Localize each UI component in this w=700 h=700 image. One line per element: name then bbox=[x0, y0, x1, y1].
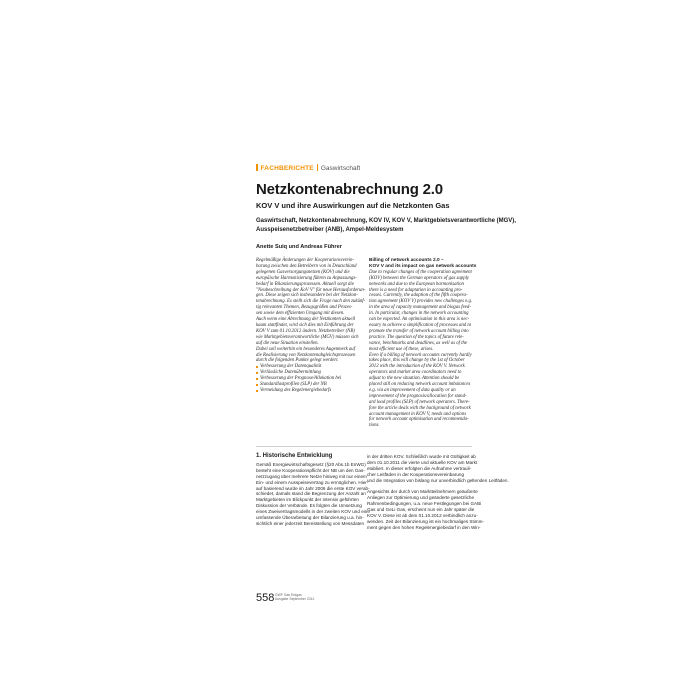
abstract-line: tion agreement (KOV V) provides new challenges e.g. bbox=[369, 299, 473, 305]
abstract-heading: KOV V and its impact on gas network accounts bbox=[369, 263, 477, 269]
abstract-line: tig relevanten Themen, Bezugsgrößen und Prozes- bbox=[256, 305, 353, 311]
body-line: KOV V. Diese ist ab dem 01.10.2012 verbindlich anzu- bbox=[367, 513, 478, 519]
abstract-line: operators and market area coordinators need to bbox=[369, 370, 462, 376]
body-line: schiedet, damals stand die Begrenzung der Anzahl an bbox=[256, 491, 366, 497]
body-line: ment gegen den hohen Regelenergiebedarf in den Win- bbox=[367, 524, 481, 530]
category-marker bbox=[256, 164, 258, 171]
abstract-bullet-item: Vermeidung des Regelenergiebedarfs bbox=[256, 388, 358, 394]
body-line: Anliegen zur Optimierung und geänderte gesetzliche bbox=[367, 495, 474, 501]
abstract-line: kaum stattfindet, wird sich dies mit Einführung der bbox=[256, 322, 354, 328]
abstract-line: durch die folgenden Punkte gelegt werden: bbox=[256, 358, 339, 364]
abstract-line: (KOV) between the German operators of gas supply bbox=[369, 275, 470, 281]
abstract-line: essary to achieve a simplification of processes and to bbox=[369, 322, 472, 328]
body-line: besteht eine Kooperationspflicht der NB um den Gas- bbox=[256, 467, 365, 473]
abstract-line: "Neubeschreibung der KoV V" für neue Herausforderun- bbox=[256, 287, 366, 293]
abstract-german bbox=[256, 258, 366, 394]
abstract-line: barung zwischen den Betreibern von in Deutschland bbox=[256, 263, 357, 269]
body-line: umfassende Überarbeitung der Bilanzierung u.a. hin- bbox=[256, 515, 364, 521]
abstract-line: for network account optimisation and recommenda- bbox=[369, 417, 469, 423]
abstract-line: gelegenen Gasversorgungsnetzen (KOV) und die bbox=[256, 269, 350, 275]
page-number: 558 bbox=[256, 592, 275, 604]
body-line: sichtlich einer jederzeit Bereitstellung von Messdaten bbox=[256, 520, 365, 526]
abstract-line: cesses. Currently, the adoption of the fifth coopera- bbox=[369, 293, 468, 299]
body-line: Rahmenbedingungen, u.a. neue Festlegungen bei GABi bbox=[367, 501, 482, 507]
body-line: in der dritten KOV. Schließlich wurde mit Gültigkeit ab bbox=[367, 454, 476, 459]
abstract-line: placed still on reducing network account imbalances bbox=[369, 382, 471, 388]
body-line: Gemäß Energiewirtschaftsgesetz (§20 Abs.1b EnWG) bbox=[256, 461, 366, 467]
subcategory-label: Gaswirtschaft bbox=[320, 165, 361, 172]
abstract-line: takes place, this will change by the 1st of October bbox=[369, 358, 465, 364]
abstract-english bbox=[369, 258, 477, 429]
body-line: etabliert. In dieser erfolgten die Aufnahme vertrauli- bbox=[367, 465, 472, 471]
abstract-line: tions. bbox=[369, 423, 380, 429]
abstract-line: e.g. via an improvement of data quality or an bbox=[369, 387, 456, 393]
abstract-bullet-item: Verbesserung der Datenqualität bbox=[256, 364, 358, 370]
body-line: dem 01.10.2011 die vierte und aktuelle KOV am Markt bbox=[367, 459, 478, 465]
abstract-line: promote the transfer of network account billing into bbox=[369, 328, 469, 334]
abstract-line: Even if a billing of network accounts currently hardly bbox=[369, 352, 472, 358]
category-line bbox=[256, 164, 360, 172]
abstract-line: Auch wenn eine Abrechnung der Netzkonten aktuell bbox=[256, 317, 356, 323]
category-label: FACHBERICHTE bbox=[260, 165, 314, 172]
body-line: cher Leitfäden in der Kooperationsvereinbarung bbox=[367, 471, 465, 477]
abstract-line: in. In particular, changes in the network accounting bbox=[369, 311, 469, 317]
abstract-line: fore the article deals with the background of network bbox=[369, 405, 471, 411]
abstract-bullet-item: Standardlastprofilen (SLP) der NB bbox=[256, 382, 358, 388]
abstract-line: there is a need for adaptation in accounting pro- bbox=[369, 287, 463, 293]
abstract-heading: Billing of network accounts 2.0 – bbox=[369, 258, 444, 263]
section-divider bbox=[256, 446, 472, 447]
abstract-line: Regelmäßige Änderungen der Kooperationsverein- bbox=[256, 258, 355, 263]
abstract-line: wie Marktgebietsverantwortliche (MGV) müssen sich bbox=[256, 334, 359, 340]
abstract-line: gen. Diese zeigen sich insbesondere bei der Netzkon- bbox=[256, 293, 358, 299]
abstract-line: vance, benchmarks and deadlines, as well as of the bbox=[369, 340, 468, 346]
body-line: Marktgebieten im Blickpunkt der intensiv geführten bbox=[256, 497, 359, 503]
body-line: Diskussion der Verbände. Es folgten die Umsetzung bbox=[256, 503, 362, 509]
article-authors: Anette Suiq und Andreas Führer bbox=[256, 244, 342, 250]
abstract-line: Dabei soll weiterhin ein besonderes Augenmerk auf bbox=[256, 346, 356, 352]
abstract-line: tenabrechnung. Es stellt sich die Frage nach den zukünf- bbox=[256, 299, 366, 305]
abstract-bullet-item: Verlässliche Datenübermittlung bbox=[256, 370, 358, 376]
body-line: Angesichts der durch von Marktteilnehmern geäußerte bbox=[367, 489, 478, 495]
abstract-line: adjust to the new situation. Attention should be bbox=[369, 376, 460, 382]
article-keywords: Gaswirtschaft, Netzkontenabrechnung, KOV IV, KOV V, Marktgebietsverantwortliche (MGV), Ausspeisenetzbetreiber (ANB), Ampel-Meldesystem bbox=[256, 218, 516, 233]
footer-info-line: Ausgabe September 2012 bbox=[275, 597, 315, 602]
body-line: Gas und GeLi Gas, erscheint nun ein Jahr später die bbox=[367, 507, 475, 513]
abstract-line: KOV V zum 01.10.2012 ändern. Netzbetreiber (NB) bbox=[256, 328, 355, 334]
abstract-line: in the area of capacity management and biogas feed- bbox=[369, 305, 471, 311]
section-heading: 1. Historische Entwicklung bbox=[256, 453, 333, 459]
abstract-line: Due to regular changes of the cooperation agreement bbox=[369, 269, 472, 275]
footer-info bbox=[275, 593, 314, 601]
body-line: und die Integration von bislang nur unverbindlich geltenden Leitfäden. bbox=[367, 477, 509, 483]
category-separator bbox=[317, 164, 318, 171]
body-column-right bbox=[367, 454, 509, 531]
abstract-line: most efficient use of these, arises. bbox=[369, 346, 434, 352]
body-line: Ein- und einem Ausspeisevertrag zu ermöglichen. Hier- bbox=[256, 479, 369, 485]
body-line: auf basierend wurde im Jahr 2006 die erste KOV verab- bbox=[256, 485, 370, 491]
abstract-line: account management in KOV V, needs and options bbox=[369, 411, 467, 417]
article-title: Netzkontenabrechnung 2.0 bbox=[256, 181, 443, 198]
abstract-bullet-item: Verbesserung der Prognose/Allokation bei bbox=[256, 376, 358, 382]
abstract-line: networks and due to the European harmonisation bbox=[369, 281, 464, 287]
abstract-line: practice. The question of the topics of future rele- bbox=[369, 334, 464, 340]
abstract-bullet-list bbox=[256, 364, 358, 394]
abstract-line: can be expected. An optimisation in this area is nec- bbox=[369, 317, 470, 323]
abstract-line: improvement of the prognosis/allocation for stand- bbox=[369, 393, 467, 399]
abstract-line: 2012 with the introduction of the KOV V. Network bbox=[369, 364, 465, 370]
body-line: netzzugang über mehrere Netze hinweg mit nur einem bbox=[256, 473, 367, 479]
article-subtitle: KOV V und ihre Auswirkungen auf die Netzkonten Gas bbox=[256, 201, 450, 210]
abstract-line: europäische Harmonisierung führen zu Anpassungs- bbox=[256, 275, 357, 281]
body-column-left bbox=[256, 453, 370, 527]
abstract-line: bedarf in Bilanzierungsprozessen. Aktuell sorgt die bbox=[256, 281, 354, 287]
abstract-line: die Realisierung von Netzkontenabgleichsprozessen bbox=[256, 352, 356, 358]
abstract-line: auf die neue Situation einstellen. bbox=[256, 340, 319, 346]
body-line: wenden. Zeit der Bilanzierung ist ein hochmaliges Stimm- bbox=[367, 518, 484, 524]
footer-info-line: GWF Gas Erdgas bbox=[275, 593, 302, 597]
body-line: eines Zweivertragsmodells in der zweiten KOV und eine bbox=[256, 509, 370, 515]
abstract-line: ard load profiles (SLP) of network operators. There- bbox=[369, 399, 470, 405]
abstract-line: sen sowie dem effizienten Umgang mit diesen. bbox=[256, 311, 345, 317]
